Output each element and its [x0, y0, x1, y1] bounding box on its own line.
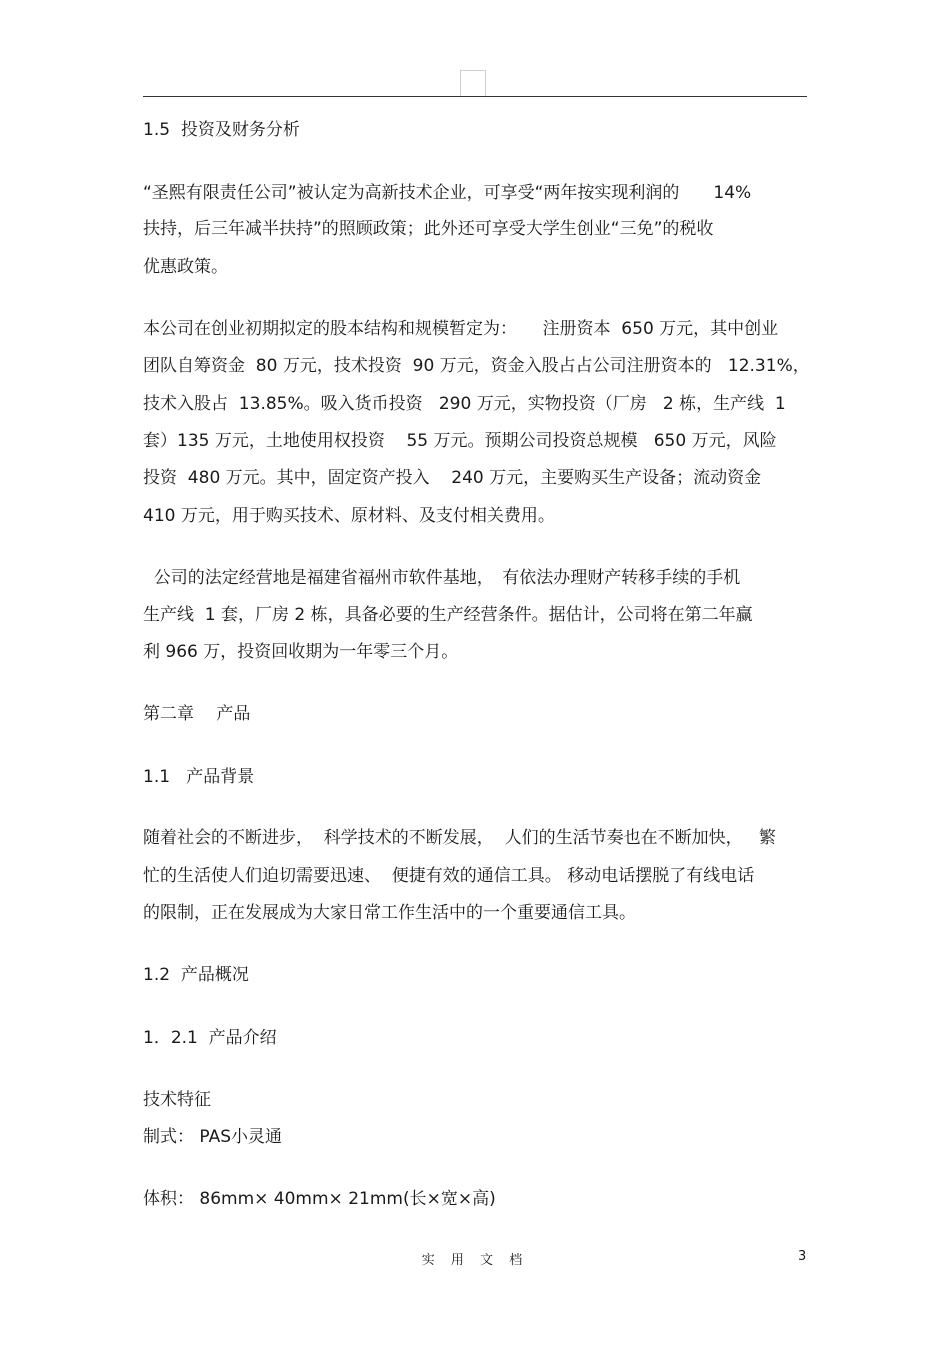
location-line-3: 利 966 万，投资回收期为一年零三个月。 [143, 642, 459, 662]
footer-label: 实 用 文 档 [421, 1253, 529, 1268]
location-line-2: 生产线 1 套，厂房 2 栋，具备必要的生产经营条件。据估计，公司将在第二年赢 [143, 605, 753, 625]
tech-features-heading: 技术特征 [143, 1090, 211, 1110]
header-rule [143, 96, 807, 97]
capital-line-2: 团队自筹资金 80 万元，技术投资 90 万元，资金入股占占公司注册资本的 12.31%， [143, 356, 810, 376]
header-mark [460, 70, 486, 96]
background-line-2: 忙的生活使人们迫切需要迅速、 便捷有效的通信工具。 移动电话摆脱了有线电话 [143, 866, 755, 886]
background-line-3: 的限制，正在发展成为大家日常工作生活中的一个重要通信工具。 [143, 903, 636, 923]
tech-volume: 体积： 86mm× 40mm× 21mm(长×宽×高) [143, 1189, 496, 1209]
capital-line-3: 技术入股占 13.85%。吸入货币投资 290 万元，实物投资（厂房 2 栋，生产线 1 [143, 394, 786, 414]
background-line-1: 随着社会的不断进步， 科学技术的不断发展， 人们的生活节奏也在不断加快， 繁 [143, 828, 776, 848]
policy-line-2: 扶持，后三年减半扶持”的照顾政策；此外还可享受大学生创业“三免”的税收 [143, 219, 714, 239]
policy-line-3: 优惠政策。 [143, 257, 228, 277]
tech-standard: 制式： PAS小灵通 [143, 1127, 282, 1147]
policy-line-1: “圣熙有限责任公司”被认定为高新技术企业，可享受“两年按实现利润的 14% [143, 183, 752, 203]
location-line-1: 公司的法定经营地是福建省福州市软件基地， 有依法办理财产转移手续的手机 [143, 568, 741, 588]
section-heading-1-5: 1.5 投资及财务分析 [143, 120, 300, 140]
section-heading-1-1: 1.1 产品背景 [143, 767, 255, 787]
chapter-2-heading: 第二章 产品 [143, 704, 251, 724]
capital-line-5: 投资 480 万元。其中，固定资产投入 240 万元，主要购买生产设备；流动资金 [143, 468, 762, 488]
page-number: 3 [798, 1249, 807, 1264]
capital-line-1: 本公司在创业初期拟定的股本结构和规模暂定为： 注册资本 650 万元，其中创业 [143, 319, 779, 339]
section-heading-1-2-1: 1．2.1 产品介绍 [143, 1028, 277, 1048]
capital-line-4: 套）135 万元，土地使用权投资 55 万元。预期公司投资总规模 650 万元，风险 [143, 431, 777, 451]
section-heading-1-2: 1.2 产品概况 [143, 965, 249, 985]
capital-line-6: 410 万元，用于购买技术、原材料、及支付相关费用。 [143, 506, 555, 526]
